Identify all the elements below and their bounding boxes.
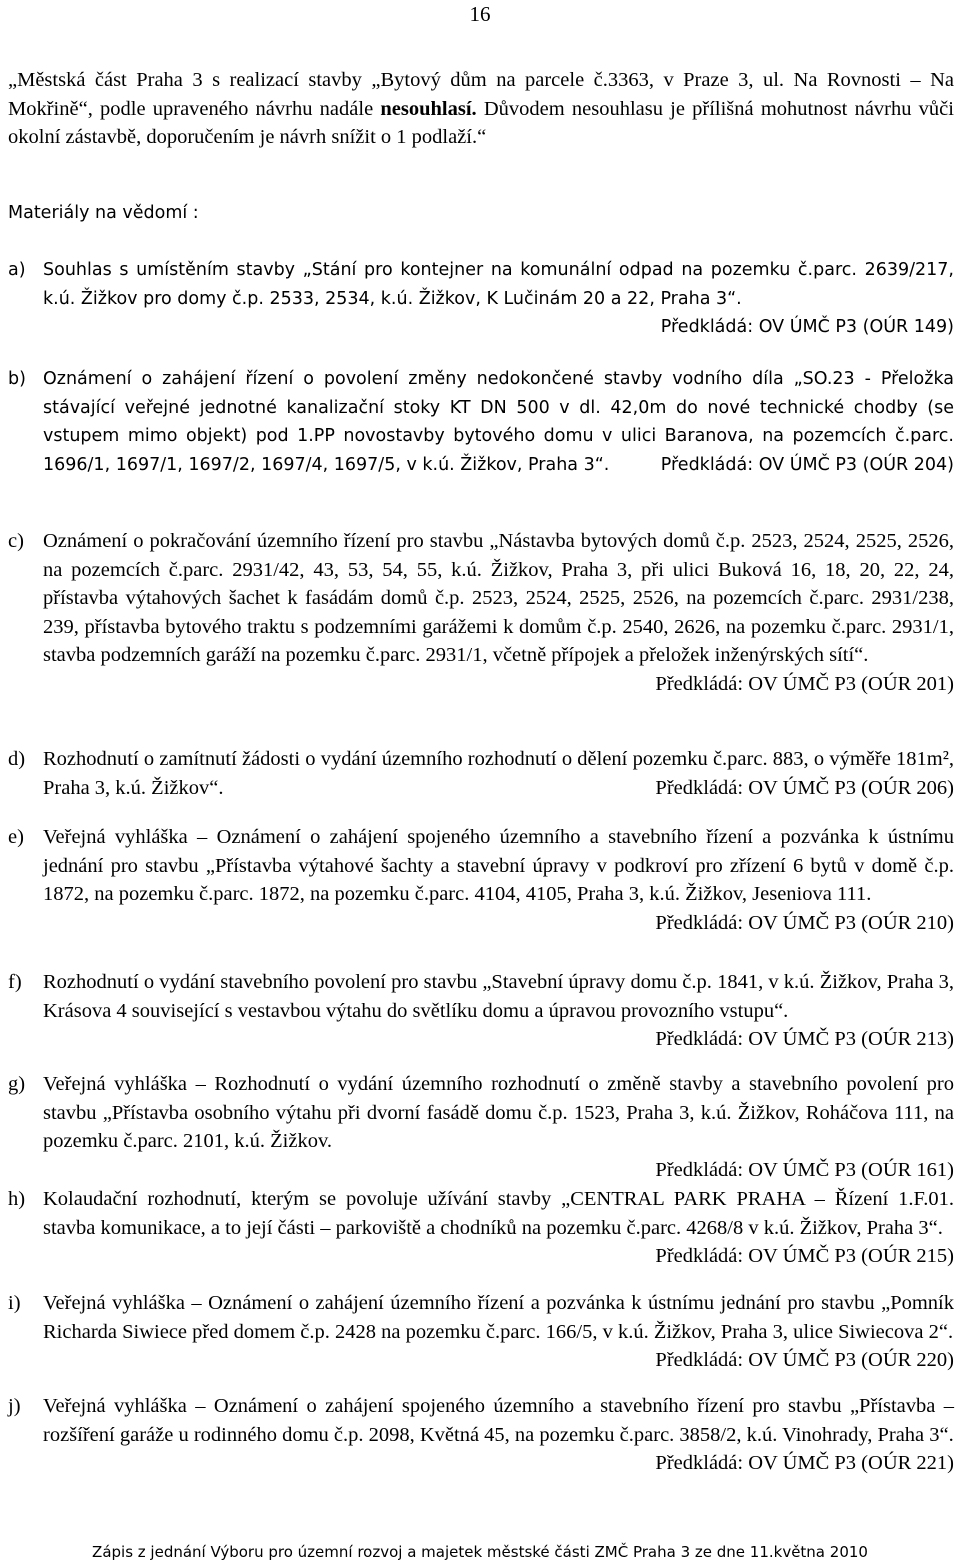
item-letter: c) (8, 530, 24, 552)
item-text: Veřejná vyhláška – Rozhodnutí o vydání územního rozhodnutí o změně stavby a stavebního povolení pro stavbu „Přístavba osobního výtahu při dvorní fasádě domu č.p. 1523, Praha 3, k.ú. Žižkov, Roháčova 111, na pozemku č.parc. 2101, k.ú. Žižkov. (43, 1073, 954, 1152)
item-letter: j) (8, 1395, 21, 1417)
item-proposer: Předkládá: OV ÚMČ P3 (OÚR 201) (655, 672, 954, 695)
list-item-f (8, 968, 954, 1054)
item-text: Rozhodnutí o vydání stavebního povolení pro stavbu „Stavební úpravy domu č.p. 1841, v k.ú. Žižkov, Praha 3, Krásova 4 související s vestavbou výtahu do světlíku domu a úpravou provozního vstupu“. (43, 971, 954, 1022)
item-proposer: Předkládá: OV ÚMČ P3 (OÚR 204) (660, 454, 954, 475)
item-proposer: Předkládá: OV ÚMČ P3 (OÚR 210) (655, 911, 954, 934)
item-text: Veřejná vyhláška – Oznámení o zahájení spojeného územního a stavebního řízení pro stavbu „Přístavba – rozšíření garáže u rodinného domu č.p. 2098, Květná 45, na pozemku č.parc. 3858/2, k.ú. Vinohrady, Praha 3“. (43, 1395, 954, 1446)
item-letter: e) (8, 826, 24, 848)
item-text: Oznámení o pokračování územního řízení pro stavbu „Nástavba bytových domů č.p. 2523, 2524, 2525, 2526, na pozemcích č.parc. 2931/42, 43, 53, 54, 55, k.ú. Žižkov, Praha 3, při ulici Buková 16, 18, 20, 22, 24, přístavba výtahových šachet k fasádám domů č.p. 2523, 2524, 2525, 2526, na pozemcích č.parc. 2931/238, 239, přístavba bytového traktu s podzemními garážemi k domům č.p. 2540, 2626, na pozemku č.parc. 2931/1, stavba podzemních garáží na pozemku č.parc. 2931/1, včetně přípojek a přeložek inženýrských sítí“. (43, 530, 954, 666)
intro-paragraph (8, 66, 954, 152)
materials-heading: Materiály na vědomí : (8, 203, 199, 223)
list-item-e (8, 823, 954, 937)
list-item-d (8, 745, 954, 802)
item-proposer: Předkládá: OV ÚMČ P3 (OÚR 221) (655, 1452, 954, 1474)
intro-text-before: „Městská část Praha 3 s realizací stavby „Bytový dům na parcele č.3363, v Praze 3, ul. Na Rovnosti – Na Mokřině“, podle upraveného návrhu nadále (8, 69, 954, 120)
item-proposer: Předkládá: OV ÚMČ P3 (OÚR 149) (660, 317, 954, 337)
list-item-b (8, 365, 954, 479)
item-proposer: Předkládá: OV ÚMČ P3 (OÚR 206) (655, 776, 954, 799)
item-letter: f) (8, 971, 22, 993)
list-item-a (8, 256, 954, 342)
item-text: Veřejná vyhláška – Oznámení o zahájení územního řízení a pozvánka k ústnímu jednání pro stavbu „Pomník Richarda Siwiece před domem č.p. 2428 na pozemku č.parc. 166/5, v k.ú. Žižkov, Praha 3, ulice Siwiecova 2“. (43, 1292, 954, 1343)
item-proposer: Předkládá: OV ÚMČ P3 (OÚR 220) (655, 1349, 954, 1371)
item-text: Rozhodnutí o zamítnutí žádosti o vydání územního rozhodnutí o dělení pozemku č.parc. 883, o výměře 181m², Praha 3, k.ú. Žižkov“. (43, 748, 954, 799)
list-item-h (8, 1185, 954, 1271)
list-item-i (8, 1289, 954, 1375)
item-letter: a) (8, 260, 26, 280)
list-item-j (8, 1392, 954, 1478)
item-letter: g) (8, 1073, 26, 1095)
list-item-g (8, 1070, 954, 1184)
item-letter: d) (8, 748, 26, 770)
item-proposer: Předkládá: OV ÚMČ P3 (OÚR 161) (655, 1158, 954, 1181)
item-text: Kolaudační rozhodnutí, kterým se povoluje užívání stavby „CENTRAL PARK PRAHA – Řízení 1.F.01. stavba komunikace, a to její části – parkoviště a chodníků na pozemku č.parc. 4268/8 v k.ú. Žižkov, Praha 3“. (43, 1188, 954, 1239)
item-text: Souhlas s umístěním stavby „Stání pro kontejner na komunální odpad na pozemku č.parc. 2639/217, k.ú. Žižkov pro domy č.p. 2533, 2534, k.ú. Žižkov, K Lučinám 20 a 22, Praha 3“. (43, 260, 954, 309)
item-proposer: Předkládá: OV ÚMČ P3 (OÚR 215) (655, 1245, 954, 1267)
item-letter: b) (8, 369, 26, 389)
item-letter: h) (8, 1188, 26, 1210)
item-text: Veřejná vyhláška – Oznámení o zahájení spojeného územního a stavebního řízení a pozvánka k ústnímu jednání pro stavbu „Přístavba výtahové šachty a stavební úpravy v podkroví pro zřízení 6 bytů v domě č.p. 1872, na pozemku č.parc. 1872, na pozemku č.parc. 4104, 4105, Praha 3, k.ú. Žižkov, Jeseniova 111. (43, 826, 954, 905)
item-text: Oznámení o zahájení řízení o povolení změny nedokončené stavby vodního díla „SO.23 - Přeložka stávající veřejné jednotné kanalizační stoky KT DN 500 v dl. 42,0m do nové technické chodby (se vstupem mimo objekt) pod 1.PP novostavby bytového domu v ulici Baranova, na pozemcích č.parc. 1696/1, 1697/1, 1697/2, 1697/4, 1697/5, v k.ú. Žižkov, Praha 3“. (43, 369, 954, 475)
intro-emphasis: nesouhlasí. (380, 97, 477, 120)
intro-text-after: Důvodem nesouhlasu je přílišná mohutnost návrhu vůči okolní zástavbě, doporučením je návrh snížit o 1 podlaží.“ (8, 97, 954, 148)
page-number: 16 (469, 2, 491, 26)
list-item-c (8, 527, 954, 698)
page-footer: Zápis z jednání Výboru pro územní rozvoj a majetek městské části ZMČ Praha 3 ze dne 11.května 2010 (92, 1543, 868, 1561)
item-letter: i) (8, 1292, 21, 1314)
item-proposer: Předkládá: OV ÚMČ P3 (OÚR 213) (655, 1028, 954, 1050)
